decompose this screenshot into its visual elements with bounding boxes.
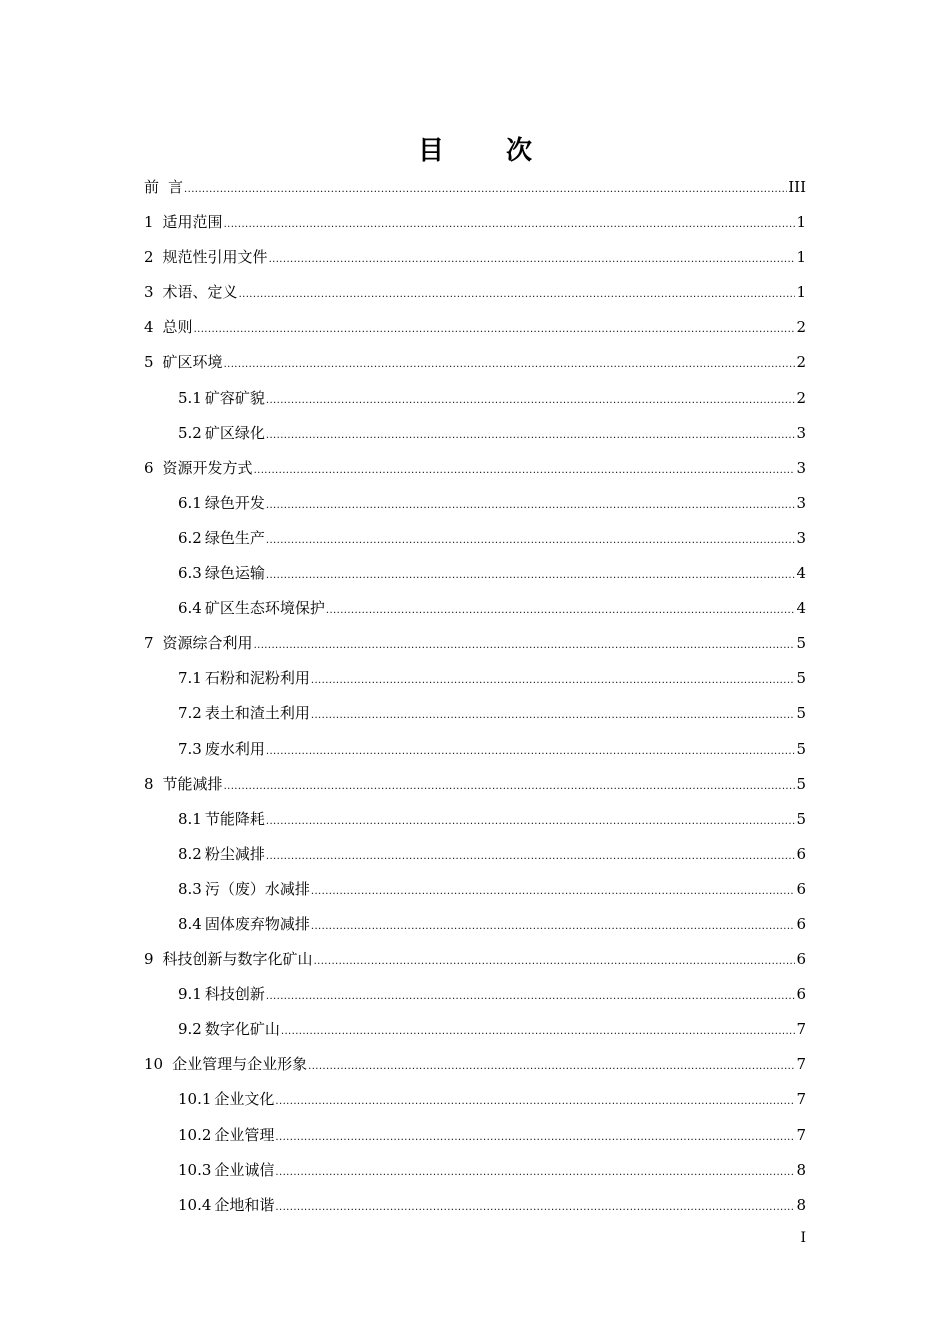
toc-dot-leader	[311, 663, 796, 698]
toc-dot-leader	[266, 488, 796, 523]
toc-entry-title: 企业管理与企业形象	[172, 1055, 308, 1074]
toc-dot-leader	[308, 1049, 795, 1084]
toc-dot-leader	[239, 277, 796, 312]
toc-entry-number: 10.2	[178, 1125, 212, 1144]
toc-entry[interactable]	[144, 942, 806, 977]
toc-entry-title: 矿区环境	[162, 353, 223, 372]
toc-entry-page: 4	[796, 599, 806, 618]
toc-dot-leader	[254, 453, 796, 488]
toc-entry-number: 8.4	[178, 914, 202, 933]
toc-dot-leader	[314, 944, 796, 979]
toc-entry-number: 10.3	[178, 1160, 212, 1179]
toc-entry-page: 5	[796, 774, 806, 793]
toc-entry[interactable]	[144, 872, 806, 907]
toc-dot-leader	[184, 172, 787, 207]
toc-entry-page: 1	[796, 283, 806, 302]
toc-entry[interactable]	[144, 626, 806, 661]
toc-entry-page: 6	[796, 879, 806, 898]
toc-entry-number: 10.4	[178, 1195, 212, 1214]
toc-entry-number: 5.1	[178, 388, 202, 407]
toc-entry-number: 7	[144, 634, 154, 653]
toc-entry-page: 5	[796, 809, 806, 828]
toc-entry[interactable]	[144, 1118, 806, 1153]
toc-entry-number: 2	[144, 248, 154, 267]
toc-entry-title: 矿区绿化	[204, 423, 265, 442]
toc-entry-title: 废水利用	[204, 739, 265, 758]
toc-entry-page: 7	[796, 1020, 806, 1039]
toc-entry[interactable]	[144, 170, 806, 205]
toc-dot-leader	[266, 979, 796, 1014]
toc-entry-title: 企地和谐	[214, 1195, 275, 1214]
toc-entry-page: 2	[796, 318, 806, 337]
toc-entry[interactable]	[144, 767, 806, 802]
toc-entry-title: 污（废）水减排	[204, 879, 310, 898]
toc-entry-page: 3	[796, 458, 806, 477]
toc-entry-page: 6	[796, 985, 806, 1004]
toc-entry-title: 企业诚信	[214, 1160, 275, 1179]
toc-entry-title: 科技创新	[204, 985, 265, 1004]
toc-entry-page: 6	[796, 950, 806, 969]
toc-dot-leader	[224, 769, 796, 804]
toc-entry[interactable]	[144, 802, 806, 837]
toc-entry-title: 绿色生产	[204, 528, 265, 547]
toc-dot-leader	[266, 558, 796, 593]
toc-entry-number: 6.2	[178, 528, 202, 547]
toc-entry-title: 绿色运输	[204, 564, 265, 583]
toc-entry-page: 3	[796, 493, 806, 512]
toc-dot-leader	[266, 383, 796, 418]
toc-entry[interactable]	[144, 345, 806, 380]
toc-entry-number: 5.2	[178, 423, 202, 442]
toc-entry-page: 7	[796, 1055, 806, 1074]
toc-entry-number: 4	[144, 318, 154, 337]
toc-entry[interactable]	[144, 275, 806, 310]
toc-entry-title: 固体废弃物减排	[204, 914, 310, 933]
toc-entry[interactable]	[144, 1153, 806, 1188]
toc-entry-number: 7.2	[178, 704, 202, 723]
toc-dot-leader	[266, 734, 796, 769]
toc-dot-leader	[224, 207, 796, 242]
toc-entry-page: 5	[796, 669, 806, 688]
toc-entry-title: 石粉和泥粉利用	[204, 669, 310, 688]
toc-dot-leader	[254, 628, 796, 663]
toc-entry-number: 前	[144, 178, 160, 196]
toc-entry-number: 7.1	[178, 669, 202, 688]
toc-entry-page: 1	[796, 248, 806, 267]
toc-title: 目 次	[417, 136, 550, 166]
toc-entry[interactable]	[144, 416, 806, 451]
toc-entry-title: 适用范围	[162, 213, 223, 232]
toc-entry-title: 矿区生态环境保护	[204, 599, 325, 618]
toc-entry[interactable]	[144, 381, 806, 416]
toc-entry-number: 6.1	[178, 493, 202, 512]
toc-entry-page: 1	[796, 213, 806, 232]
toc-entry[interactable]	[144, 1012, 806, 1047]
toc-entry-title: 科技创新与数字化矿山	[162, 950, 313, 969]
toc-entry[interactable]	[144, 732, 806, 767]
toc-entry-page: 5	[796, 739, 806, 758]
toc-entry[interactable]	[144, 486, 806, 521]
toc-entry-number: 3	[144, 283, 154, 302]
toc-list	[144, 170, 806, 1223]
toc-entry[interactable]	[144, 205, 806, 240]
toc-entry[interactable]	[144, 661, 806, 696]
toc-entry-number: 6.3	[178, 564, 202, 583]
toc-entry[interactable]	[144, 521, 806, 556]
toc-entry-number: 8.2	[178, 844, 202, 863]
toc-entry[interactable]	[144, 1082, 806, 1117]
toc-entry-title: 企业文化	[214, 1090, 275, 1109]
toc-entry-number: 5	[144, 353, 154, 372]
toc-entry-page: 2	[796, 388, 806, 407]
toc-entry-title: 粉尘减排	[204, 844, 265, 863]
toc-entry-title: 绿色开发	[204, 493, 265, 512]
toc-entry[interactable]	[144, 907, 806, 942]
toc-entry-number: 10	[144, 1055, 164, 1074]
toc-dot-leader	[281, 1014, 796, 1049]
footer-page-number: I	[800, 1230, 806, 1246]
toc-entry-title: 术语、定义	[162, 283, 238, 302]
toc-entry-title: 数字化矿山	[204, 1020, 280, 1039]
toc-dot-leader	[326, 593, 796, 628]
toc-entry-title: 资源综合利用	[162, 634, 253, 653]
toc-entry-title: 总则	[162, 318, 193, 337]
toc-entry[interactable]	[144, 977, 806, 1012]
toc-entry-page: 6	[796, 914, 806, 933]
toc-entry-page: 7	[796, 1125, 806, 1144]
toc-entry-title: 规范性引用文件	[162, 248, 268, 267]
toc-dot-leader	[266, 523, 796, 558]
toc-dot-leader	[266, 839, 796, 874]
toc-entry-page: 2	[796, 353, 806, 372]
toc-dot-leader	[311, 874, 796, 909]
toc-entry-title: 资源开发方式	[162, 458, 253, 477]
toc-entry[interactable]	[144, 837, 806, 872]
toc-entry[interactable]	[144, 1047, 806, 1082]
toc-entry-number: 8.3	[178, 879, 202, 898]
toc-dot-leader	[311, 909, 796, 944]
toc-dot-leader	[275, 1084, 795, 1119]
toc-entry-number: 8	[144, 774, 154, 793]
toc-dot-leader	[266, 418, 796, 453]
toc-entry-number: 7.3	[178, 739, 202, 758]
toc-entry[interactable]	[144, 696, 806, 731]
toc-entry-page: 5	[796, 634, 806, 653]
toc-entry-number: 6	[144, 458, 154, 477]
toc-entry-title: 表土和渣土利用	[204, 704, 310, 723]
toc-entry[interactable]	[144, 1188, 806, 1223]
toc-entry-page: 7	[796, 1090, 806, 1109]
toc-entry-page: 4	[796, 564, 806, 583]
toc-entry-number: 9.1	[178, 985, 202, 1004]
toc-entry[interactable]	[144, 556, 806, 591]
toc-dot-leader	[269, 242, 796, 277]
toc-entry-page: 6	[796, 844, 806, 863]
toc-entry-number: 1	[144, 213, 154, 232]
toc-dot-leader	[224, 347, 796, 382]
toc-entry-number: 6.4	[178, 599, 202, 618]
toc-dot-leader	[194, 312, 796, 347]
toc-entry[interactable]	[144, 451, 806, 486]
toc-entry[interactable]	[144, 310, 806, 345]
toc-dot-leader	[275, 1190, 795, 1225]
toc-entry[interactable]	[144, 591, 806, 626]
toc-entry-page: 5	[796, 704, 806, 723]
toc-dot-leader	[275, 1155, 795, 1190]
toc-entry-title: 企业管理	[214, 1125, 275, 1144]
toc-entry-page: 8	[796, 1160, 806, 1179]
toc-dot-leader	[275, 1120, 795, 1155]
toc-entry-title: 节能降耗	[204, 809, 265, 828]
toc-dot-leader	[266, 804, 796, 839]
toc-entry-page: III	[788, 178, 806, 196]
toc-entry-number: 9	[144, 950, 154, 969]
toc-entry-page: 3	[796, 528, 806, 547]
toc-entry-page: 3	[796, 423, 806, 442]
toc-entry-title: 节能减排	[162, 774, 223, 793]
toc-entry-number: 10.1	[178, 1090, 212, 1109]
toc-entry[interactable]	[144, 240, 806, 275]
toc-entry-number: 8.1	[178, 809, 202, 828]
toc-dot-leader	[311, 698, 796, 733]
toc-entry-page: 8	[796, 1195, 806, 1214]
toc-entry-title: 矿容矿貌	[204, 388, 265, 407]
toc-entry-title: 言	[168, 178, 184, 196]
toc-entry-number: 9.2	[178, 1020, 202, 1039]
